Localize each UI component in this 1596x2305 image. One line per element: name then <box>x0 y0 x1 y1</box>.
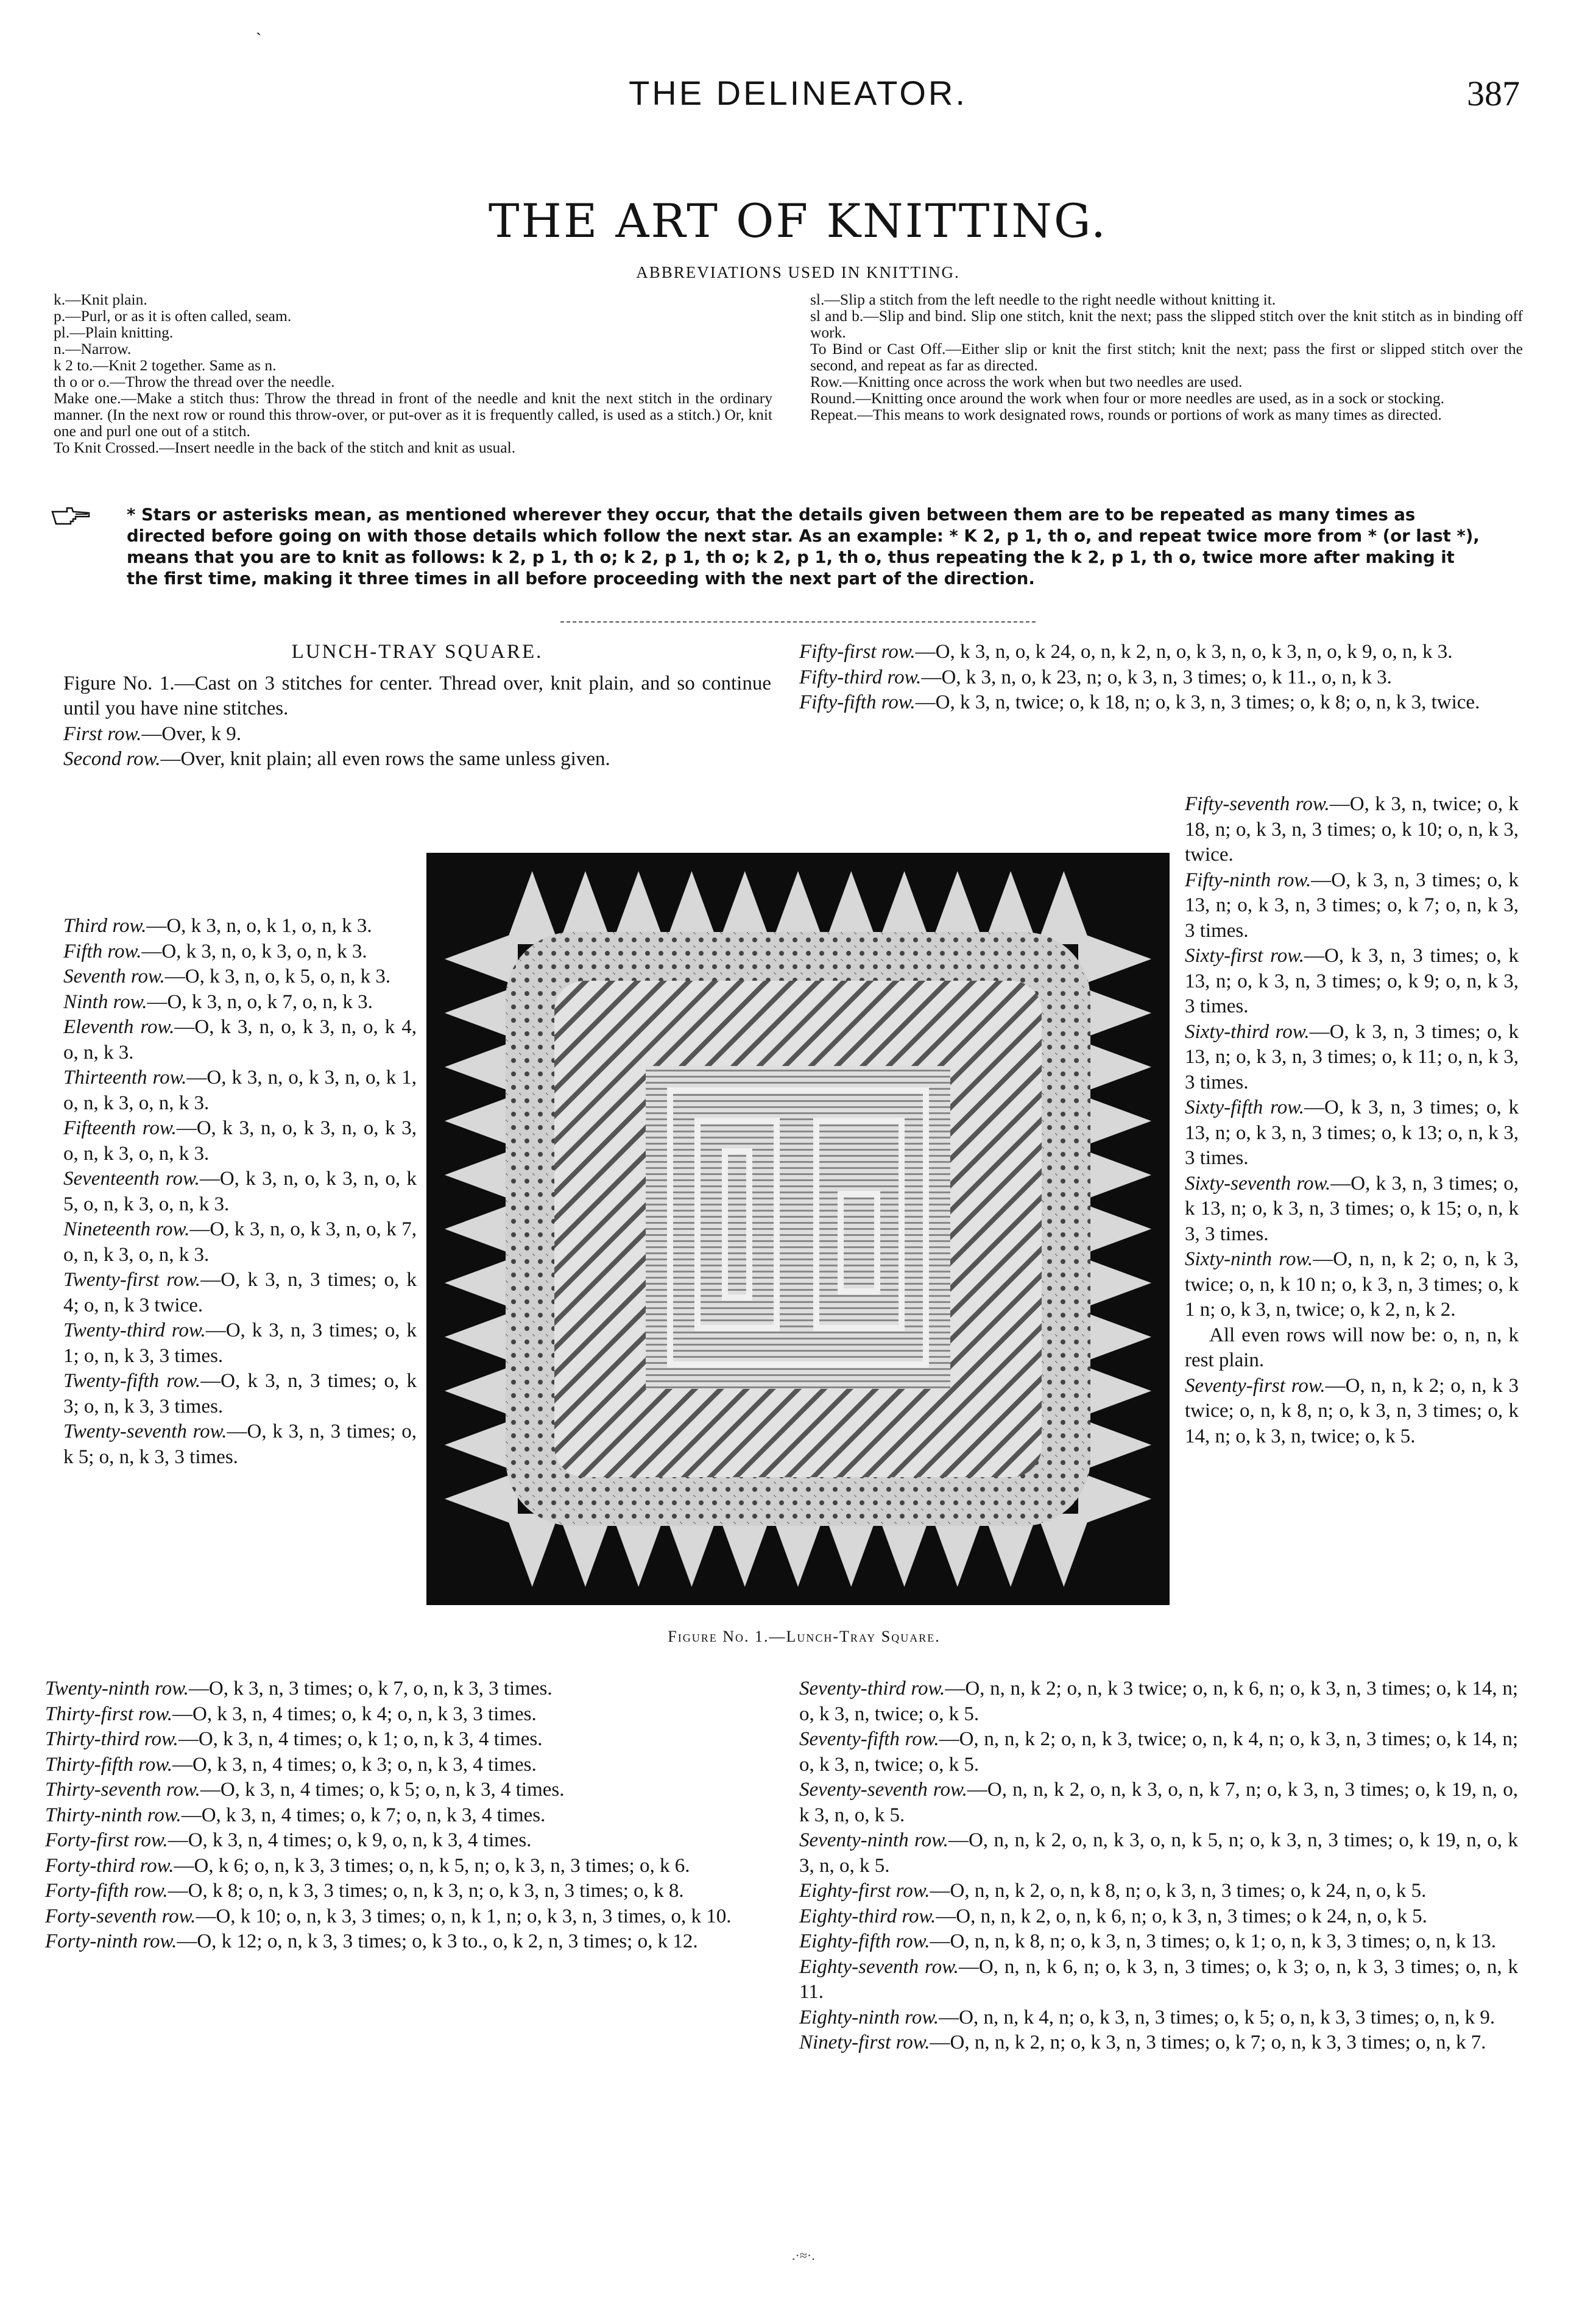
knitting-row-instruction <box>1185 1020 1519 1096</box>
row-text: —O, k 10; o, n, k 3, 3 times; o, n, k 1, n; o, k 3, n, 3 times, o, k 10. <box>196 1905 732 1927</box>
right-column-top <box>799 640 1518 716</box>
border-tooth <box>445 1472 518 1526</box>
row-text: —O, n, n, k 6, n; o, k 3, n, 3 times; o, k 3; o, n, k 3, 3 times; o, n, k 11. <box>799 1955 1518 2003</box>
row-list <box>63 722 771 772</box>
row-text: —O, k 3, n, o, k 3, n, o, k 3, o, n, k 3, o, n, k 3. <box>63 1117 417 1165</box>
row-text: —O, n, n, k 2; o, n, k 3, twice; o, n, k 4, n; o, k 3, n, 3 times; o, k 14, n; o, k 3, n, twice; o, k 5. <box>799 1728 1518 1776</box>
knitting-row-instruction <box>63 990 417 1015</box>
article-title: THE ART OF KNITTING. <box>488 194 1108 248</box>
knitting-row-instruction <box>45 1753 771 1778</box>
knitting-row-instruction <box>63 1318 417 1369</box>
row-label: Third row. <box>63 915 147 937</box>
border-tooth <box>1078 1472 1151 1526</box>
knitted-square-illustration <box>426 853 1170 1605</box>
row-text: —O, k 3, n, o, k 5, o, n, k 3. <box>164 965 391 987</box>
row-label: Seventy-fifth row. <box>799 1728 939 1750</box>
row-text: —O, k 3, n, 3 times; o, k 1; o, n, k 3, 3 times. <box>63 1319 417 1367</box>
row-label: Forty-fifth row. <box>45 1880 168 1902</box>
knitting-row-instruction <box>799 1676 1518 1727</box>
row-label: Nineteenth row. <box>63 1218 190 1240</box>
row-label: Sixty-third row. <box>1185 1020 1310 1043</box>
row-label: Thirty-ninth row. <box>45 1804 182 1826</box>
section-title: LUNCH-TRAY SQUARE. <box>291 641 543 663</box>
border-tooth <box>1037 871 1090 944</box>
knitting-row-instruction <box>45 1702 771 1728</box>
right-column-bottom <box>799 1676 1518 2056</box>
row-label: Fifty-ninth row. <box>1185 869 1312 891</box>
abbreviation-entry: k.—Knit plain. <box>54 291 147 308</box>
knitting-row-instruction <box>799 2005 1518 2031</box>
knitting-row-instruction <box>799 1929 1518 1955</box>
abbreviation-entry: To Bind or Cast Off.—Either slip or knit the first stitch; knit the next; pass the first or slipped stitch over the second, and repeat as far as directed. <box>810 340 1523 374</box>
row-label: Thirty-first row. <box>45 1703 173 1725</box>
row-text: —O, n, n, k 8, n; o, k 3, n, 3 times; o, k 1; o, n, k 3, 3 times; o, n, k 13. <box>930 1930 1496 1952</box>
row-text: —O, n, n, k 2, o, n, k 8, n; o, k 3, n, 3 times; o, k 24, n, o, k 5. <box>930 1880 1427 1902</box>
row-label: Twenty-third row. <box>63 1319 206 1341</box>
row-text: —O, k 3, n, o, k 3, o, n, k 3. <box>141 940 367 962</box>
row-label: Seventy-third row. <box>799 1678 945 1700</box>
lunch-tray-square-figure <box>426 853 1170 1605</box>
row-label: First row. <box>63 722 142 745</box>
knitting-row-instruction <box>63 1116 417 1167</box>
knitting-row-instruction <box>63 1217 417 1268</box>
row-text: —O, k 3, n, o, k 3, n, o, k 5, o, n, k 3, o, n, k 3. <box>63 1168 417 1215</box>
knitting-row-instruction <box>1185 1095 1519 1171</box>
knitting-row-instruction <box>799 1828 1518 1879</box>
page-number: 387 <box>1467 74 1520 113</box>
row-label: Sixty-seventh row. <box>1185 1172 1331 1195</box>
knitting-row-instruction <box>799 1879 1518 1904</box>
row-text: —O, n, n, k 4, n; o, k 3, n, 3 times; o, k 5; o, n, k 3, 3 times; o, n, k 9. <box>939 2006 1495 2028</box>
row-text: —Over, k 9. <box>141 722 242 745</box>
row-text: —O, k 12; o, n, k 3, 3 times; o, k 3 to., o, k 2, n, 3 times; o, k 12. <box>177 1930 698 1952</box>
abbreviations-heading: ABBREVIATIONS USED IN KNITTING. <box>636 263 960 281</box>
row-label: Twenty-ninth row. <box>45 1678 189 1700</box>
row-label: Twenty-fifth row. <box>63 1370 201 1392</box>
knitting-row-instruction <box>63 939 417 965</box>
magazine-title: THE DELINEATOR. <box>629 74 967 112</box>
row-text: All even rows will now be: o, n, n, k rest plain. <box>1185 1324 1519 1371</box>
stars-note <box>51 504 1489 590</box>
abbreviation-entry: Row.—Knitting once across the work when but two needles are used. <box>810 373 1243 390</box>
row-label: Seventy-seventh row. <box>799 1779 967 1801</box>
row-text: —O, k 3, n, 4 times; o, k 7; o, n, k 3, 4 times. <box>181 1804 546 1826</box>
knitting-row-instruction <box>1185 1374 1519 1450</box>
row-label: Eighty-fifth row. <box>799 1930 930 1952</box>
row-label: Eighty-third row. <box>799 1905 936 1927</box>
row-text: —O, n, n, k 2, o, n, k 3, o, n, k 5, n; o, k 3, n, 3 times; o, k 19, n, o, k 3, n, o, k 5. <box>799 1829 1518 1877</box>
row-text: —O, n, n, k 2; o, n, k 3, twice; o, n, k 10 n; o, k 3, n, 3 times; o, k 1 n; o, k 3, n, twice; o, k 2, n, k 2. <box>1185 1248 1519 1321</box>
abbreviation-entry: pl.—Plain knitting. <box>54 323 174 341</box>
row-text: —O, k 3, n, 4 times; o, k 4; o, n, k 3, 3 times. <box>172 1703 537 1725</box>
knitting-row-instruction <box>63 964 417 990</box>
row-text: —O, k 3, n, 3 times; o, k 13, n; o, k 3, n, 3 times; o, k 11; o, n, k 3, 3 times. <box>1185 1020 1519 1093</box>
knitting-row-instruction <box>63 1015 417 1065</box>
row-label: Twenty-first row. <box>63 1269 201 1291</box>
knitting-row-instruction <box>799 665 1518 691</box>
abbreviation-entry: Round.—Knitting once around the work when four or more needles are used, as in a sock or stocking. <box>810 389 1444 407</box>
row-label: Fifty-third row. <box>799 666 922 688</box>
border-tooth <box>1078 932 1151 986</box>
knitting-row-instruction <box>1185 1247 1519 1323</box>
row-label: Thirty-seventh row. <box>45 1779 200 1801</box>
border-tooth <box>1037 1514 1090 1587</box>
row-text: —O, k 3, n, twice; o, k 18, n; o, k 3, n, 3 times; o, k 8; o, n, k 3, twice. <box>915 691 1480 713</box>
knitting-row-instruction <box>63 1065 417 1116</box>
row-text: —O, k 3, n, 4 times; o, k 5; o, n, k 3, 4 times. <box>200 1779 565 1801</box>
knitting-row-instruction <box>45 1929 771 1955</box>
row-label: Fifty-seventh row. <box>1185 793 1330 815</box>
row-label: Eighty-seventh row. <box>799 1955 959 1978</box>
row-text: —O, n, n, k 2; o, n, k 3 twice; o, n, k 6, n; o, k 3, n, 3 times; o, k 14, n; o, k 3, n, twice; o, k 5. <box>799 1678 1518 1725</box>
row-text: —O, k 3, n, o, k 24, o, n, k 2, n, o, k 3, n, o, k 3, n, o, k 9, o, n, k 3. <box>915 641 1453 663</box>
row-label: Ninth row. <box>63 990 147 1013</box>
knitting-row-instruction <box>1185 868 1519 944</box>
row-text: —O, k 3, n, twice; o, k 18, n; o, k 3, n, 3 times; o, k 10; o, n, k 3, twice. <box>1185 793 1519 866</box>
knitting-row-instruction <box>799 640 1518 665</box>
knitting-row-instruction <box>1185 1171 1519 1248</box>
knitting-row-instruction <box>63 914 417 939</box>
row-text: —O, n, n, k 2, o, n, k 3, o, n, k 7, n; o, k 3, n, 3 times; o, k 19, n, o, k 3, n, o, k 5. <box>799 1779 1518 1826</box>
row-label: Seventeenth row. <box>63 1168 200 1190</box>
row-label: Seventh row. <box>63 965 165 987</box>
row-label: Fifteenth row. <box>63 1117 177 1139</box>
pointing-hand-icon <box>51 506 90 526</box>
knitting-row-instruction <box>63 1369 417 1419</box>
knitting-row-instruction <box>63 1268 417 1318</box>
abbreviation-entry: k 2 to.—Knit 2 together. Same as n. <box>54 356 277 374</box>
row-label: Seventy-first row. <box>1185 1374 1326 1397</box>
row-text: —O, k 3, n, 3 times; o, k 7, o, n, k 3, 3 times. <box>188 1678 553 1700</box>
abbreviation-entry: p.—Purl, or as it is often called, seam. <box>54 307 292 325</box>
knitting-row-instruction <box>45 1879 771 1904</box>
row-text: —O, k 3, n, 4 times; o, k 1; o, n, k 3, 4 times. <box>178 1728 543 1750</box>
left-narrow-column <box>63 914 417 1470</box>
knitting-row-instruction <box>45 1828 771 1854</box>
stars-note-text: * Stars or asterisks mean, as mentioned wherever they occur, that the details given between them are to be repeated as many times as directed before going on with those details which follow the next star. As an example: * K 2, p 1, th o, and repeat twice more from * (or last *), means that you are to knit as follows: k 2, p 1, th o; k 2, p 1, th o; k 2, p 1, th o, thus repeating the k 2, p 1, th o, twice more after making it the first time, making it three times in all before proceeding with the next part of the direction. <box>127 505 1480 588</box>
border-tooth <box>445 932 518 986</box>
knitting-row-instruction <box>799 1955 1518 2005</box>
row-text: —O, k 3, n, 3 times; o, k 13, n; o, k 3, n, 3 times; o, k 15; o, n, k 3, 3 times. <box>1185 1172 1519 1245</box>
knitting-row-instruction <box>45 1854 771 1879</box>
abbreviation-entry: Repeat.—This means to work designated rows, rounds or portions of work as many times as directed. <box>810 406 1442 423</box>
row-label: Thirty-third row. <box>45 1728 178 1750</box>
row-text: —O, k 3, n, o, k 3, n, o, k 4, o, n, k 3. <box>63 1016 417 1064</box>
row-label: Twenty-seventh row. <box>63 1421 227 1442</box>
row-label: Thirty-fifth row. <box>45 1753 173 1776</box>
row-label: Forty-ninth row. <box>45 1930 177 1952</box>
knitting-row-instruction <box>63 1419 417 1470</box>
knitting-row-instruction <box>45 1803 771 1829</box>
row-label: Eighty-first row. <box>799 1880 930 1902</box>
row-text: —O, k 3, n, o, k 23, n; o, k 3, n, 3 times; o, k 11., o, n, k 3. <box>921 666 1392 688</box>
left-column-top <box>63 640 771 772</box>
row-label: Fifth row. <box>63 940 142 962</box>
printer-mark: .·≈·. <box>792 2248 815 2263</box>
right-narrow-column <box>1185 792 1519 1449</box>
row-text: —O, k 3, n, 3 times; o, k 13, n; o, k 3, n, 3 times; o, k 9; o, n, k 3, 3 times. <box>1185 945 1519 1017</box>
row-label: Sixty-fifth row. <box>1185 1096 1305 1118</box>
row-label: Eleventh row. <box>63 1016 175 1038</box>
row-label: Seventy-ninth row. <box>799 1829 948 1851</box>
knitting-row-instruction <box>1185 792 1519 868</box>
knitting-row-instruction <box>45 1904 771 1930</box>
left-column-bottom <box>45 1676 771 1955</box>
row-text: —O, k 3, n, 3 times; o, k 4; o, n, k 3 twice. <box>63 1269 417 1316</box>
row-text: —O, k 3, n, 4 times; o, k 3; o, n, k 3, 4 times. <box>172 1753 537 1776</box>
row-text: —O, k 3, n, 3 times; o, k 5; o, n, k 3, 3 times. <box>63 1421 417 1468</box>
row-text: —O, k 3, n, o, k 1, o, n, k 3. <box>146 915 372 937</box>
abbreviation-entry: n.—Narrow. <box>54 340 132 358</box>
row-text: —O, k 3, n, 3 times; o, k 13, n; o, k 3, n, 3 times; o, k 13; o, n, k 3, 3 times. <box>1185 1096 1519 1169</box>
row-label: Thirteenth row. <box>63 1067 187 1089</box>
abbreviation-entry: th o or o.—Throw the thread over the needle. <box>54 373 335 390</box>
row-label: Sixty-first row. <box>1185 945 1305 967</box>
row-text: —O, n, n, k 2; o, n, k 3 twice; o, n, k 8, n; o, k 3, n, 3 times; o, k 14, n; o, k 3, n, twice; o, k 5. <box>1185 1374 1519 1447</box>
knitting-row-instruction <box>799 1777 1518 1828</box>
section-divider <box>560 621 1036 623</box>
abbreviation-entry: Make one.—Make a stitch thus: Throw the thread in front of the needle and knit the next stitch in the ordinary manner. (In the next row or round this throw-over, or put-over as it is frequently called, is used as a stitch.) Or, knit one and purl one out of a stitch. <box>54 389 772 440</box>
row-text: —O, k 3, n, o, k 3, n, o, k 1, o, n, k 3, o, n, k 3. <box>63 1067 417 1114</box>
row-text: —O, n, n, k 2, o, n, k 6, n; o, k 3, n, 3 times; o k 24, n, o, k 5. <box>936 1905 1427 1927</box>
knitting-row-instruction <box>799 1727 1518 1777</box>
row-text: —O, k 3, n, 3 times; o, k 13, n; o, k 3, n, 3 times; o, k 7; o, n, k 3, 3 times. <box>1185 869 1519 942</box>
row-label: Forty-seventh row. <box>45 1905 196 1927</box>
row-text: —O, n, n, k 2, n; o, k 3, n, 3 times; o, k 7; o, n, k 3, 3 times; o, n, k 7. <box>930 2031 1486 2053</box>
section-intro: Figure No. 1.—Cast on 3 stitches for center. Thread over, knit plain, and so continue until you have nine stitches. <box>63 672 771 719</box>
row-label: Sixty-ninth row. <box>1185 1248 1313 1270</box>
row-text: —O, k 6; o, n, k 3, 3 times; o, n, k 5, n; o, k 3, n, 3 times; o, k 6. <box>174 1854 690 1877</box>
row-label: Ninety-first row. <box>799 2031 930 2053</box>
row-label: Forty-first row. <box>45 1829 168 1851</box>
row-text: —O, k 3, n, o, k 7, o, n, k 3. <box>147 990 373 1013</box>
knitting-row-instruction <box>799 2030 1518 2056</box>
row-text: —Over, knit plain; all even rows the same unless given. <box>160 748 610 770</box>
row-text: —O, k 3, n, 3 times; o, k 3; o, n, k 3, 3 times. <box>63 1370 417 1417</box>
row-text: —O, k 3, n, 4 times; o, k 9, o, n, k 3, 4 times. <box>168 1829 532 1851</box>
knitting-row-instruction <box>45 1727 771 1753</box>
knitting-row-instruction <box>45 1676 771 1702</box>
print-mark: ˎ <box>256 17 262 36</box>
knitting-row-instruction <box>1185 1323 1519 1374</box>
row-label: Forty-third row. <box>45 1854 174 1877</box>
knitting-row-instruction <box>63 722 771 747</box>
abbreviation-entry: sl and b.—Slip and bind. Slip one stitch, knit the next; pass the slipped stitch over the knit stitch as in binding off work. <box>810 307 1523 341</box>
border-tooth <box>506 1514 559 1587</box>
row-label: Fifty-first row. <box>799 641 916 663</box>
knitting-row-instruction <box>63 747 771 772</box>
abbreviations-right-column <box>810 291 1523 423</box>
abbreviations-left-column <box>54 291 772 456</box>
knitting-row-instruction <box>45 1777 771 1803</box>
knitting-row-instruction <box>1185 944 1519 1020</box>
border-tooth <box>506 871 559 944</box>
row-label: Eighty-ninth row. <box>799 2006 939 2028</box>
knitting-row-instruction <box>799 1904 1518 1930</box>
row-text: —O, k 8; o, n, k 3, 3 times; o, n, k 3, n; o, k 3, n, 3 times; o, k 8. <box>168 1880 684 1902</box>
figure-caption: Figure No. 1.—Lunch-Tray Square. <box>668 1628 941 1645</box>
row-label: Second row. <box>63 748 161 770</box>
running-head <box>0 73 1596 122</box>
abbreviation-entry: To Knit Crossed.—Insert needle in the back of the stitch and knit as usual. <box>54 439 516 456</box>
knitting-row-instruction <box>799 690 1518 716</box>
row-label: Fifty-fifth row. <box>799 691 916 713</box>
abbreviation-entry: sl.—Slip a stitch from the left needle to the right needle without knitting it. <box>810 291 1276 308</box>
knitting-row-instruction <box>63 1167 417 1217</box>
row-text: —O, k 3, n, o, k 3, n, o, k 7, o, n, k 3, o, n, k 3. <box>63 1218 417 1266</box>
